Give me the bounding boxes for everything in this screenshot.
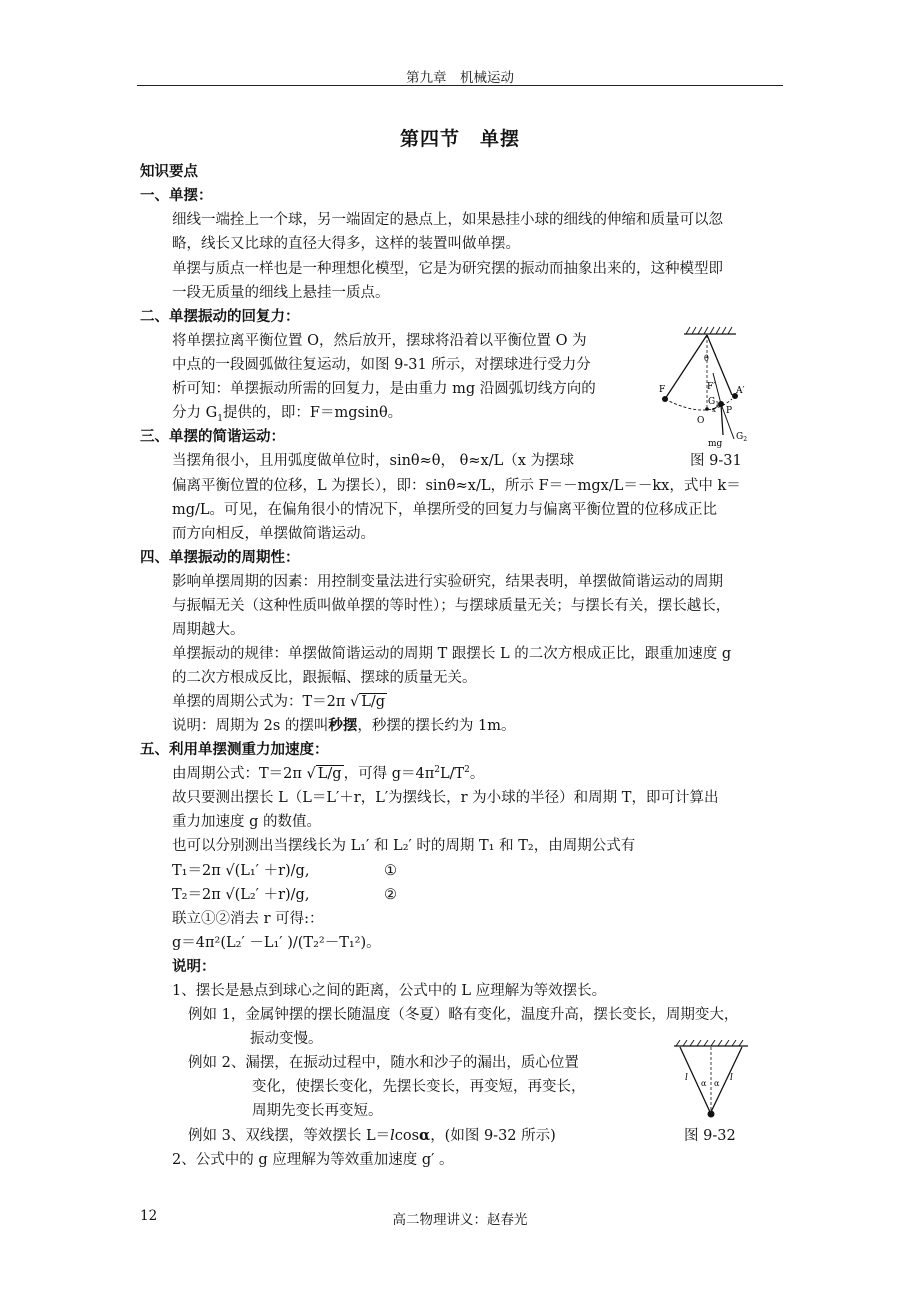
label-g2: $G_2$ [736,432,748,443]
sec4-heading: 四、单摆振动的周期性： [140,549,300,566]
sec4-line5: 的二次方根成反比，跟振幅、摆球的质量无关。 [172,670,477,686]
sec2-heading: 二、单摆振动的回复力： [140,308,300,325]
sec2-line3: 析可知：单摆振动所需的回复力，是由重力 mg 沿圆弧切线方向的 [172,381,596,397]
sec4-line4: 单摆振动的规律：单摆做简谐运动的周期 T 跟摆长 L 的二次方根成正比，跟重加速度 g [172,646,732,662]
label-l-right: l [730,1073,733,1083]
page-number: 12 [140,1208,158,1224]
sec1-p2-line1: 单摆与质点一样也是一种理想化模型，它是为研究摆的振动而抽象出来的，这种模型即 [172,261,723,277]
seconds-pendulum-note: 说明：周期为 2s 的摆叫秒摆，秒摆的摆长约为 1m。 [172,717,516,734]
sec5-line5: 联立①②消去 r 可得:： [172,911,324,927]
label-alpha-right: α [714,1079,720,1088]
label-alpha-left: α [701,1079,707,1088]
sec3-line2: 偏离平衡位置的位移，L 为摆长），即：sinθ≈x/L，所示 F＝－mgx/L＝－kx，式中 k＝ [172,478,741,494]
point-o [705,407,709,411]
sec1-p1-line1: 细线一端拴上一个球，另一端固定的悬点上，如果悬挂小球的细线的伸缩和质量可以忽 [172,212,723,228]
sec1-heading: 一、单摆： [140,187,213,204]
sec5-line4: 也可以分别测出当摆线长为 L₁′ 和 L₂′ 时的周期 T₁ 和 T₂，由周期公式有 [172,838,636,854]
note-1: 1、摆长是悬点到球心之间的距离，公式中的 L 应理解为等效摆长。 [172,983,607,999]
string-left [665,335,707,399]
label-a-prime: A′ [736,386,745,396]
sec3-line4: 而方向相反，单摆做简谐运动。 [172,526,375,542]
sec3-line1: 当摆角很小，且用弧度做单位时，sinθ≈θ， θ≈x/L（x 为摆球 [172,453,574,469]
section-title: 第四节 单摆 [399,128,520,150]
sec1-p1-line2: 略，线长又比球的直径大得多，这样的装置叫做单摆。 [172,236,520,252]
sec4-line1: 影响单摆周期的因素：用控制变量法进行实验研究，结果表明，单摆做简谐运动的周期 [172,574,723,590]
example-2-line1: 例如 2、漏摆，在振动过程中，随水和沙子的漏出，质心位置 [188,1055,579,1071]
label-theta: θ [704,354,709,363]
ceiling-hatching [686,327,732,334]
sec2-line1: 将单摆拉离平衡位置 O，然后放开，摆球将沿着以平衡位置 O 为 [172,333,587,349]
equation-2: T₂＝2π √(L₂′ ＋r)/g, [172,887,310,903]
g-result-formula: g＝4π²(L₂′ －L₁′ )/(T₂²－T₁²)。 [172,935,381,951]
equation-1-mark: ① [384,863,397,879]
sec3-heading: 三、单摆的简谐运动： [140,428,285,445]
example-1-line1: 例如 1，金属钟摆的摆长随温度（冬夏）略有变化，温度升高，摆长变长，周期变大， [188,1007,739,1023]
example-1-line2: 振动变慢。 [250,1031,323,1047]
sec4-line3: 周期越大。 [172,622,245,638]
label-o: O [697,416,705,426]
figure-9-32 [668,1040,758,1125]
sec5-heading: 五、利用单摆测重力加速度： [140,741,329,758]
ball-left [662,396,668,402]
example-3: 例如 3、双线摆，等效摆长 L＝lcosα，(如图 9-32 所示) [188,1127,556,1144]
figure-9-31-caption: 图 9-31 [690,453,742,469]
equation-1: T₁＝2π √(L₁′ ＋r)/g, [172,863,310,879]
footer-text: 高二物理讲义：赵春光 [392,1212,528,1228]
sec5-line3: 重力加速度 g 的数值。 [172,814,321,830]
sec1-p2-line2: 一段无质量的细线上悬挂一质点。 [172,285,390,301]
header-rule [137,85,783,86]
running-header: 第九章 机械运动 [406,70,514,86]
label-g1: $G_1$ [708,397,720,408]
figure-9-31 [650,325,762,450]
period-formula: 单摆的周期公式为：T＝2π √ L/g [172,694,386,710]
equation-2-mark: ② [384,887,397,903]
knowledge-heading: 知识要点 [140,163,198,180]
label-f-left: F [659,385,666,395]
ball [708,1111,715,1118]
sec3-line3: mg/L。可见，在偏角很小的情况下，单摆所受的回复力与偏离平衡位置的位移成正比 [172,502,718,518]
label-f-prime: F′ [707,382,716,392]
sec2-line2: 中点的一段圆弧做往复运动，如图 9-31 所示，对摆球进行受力分 [172,357,591,373]
sec2-line4: 分力 $G_1$提供的，即：F＝mgsinθ。 [172,405,403,424]
sec5-line1: 由周期公式：T＝2π √ L/g ，可得 $g=4\pi^2L/T^2$。 [172,765,485,782]
note-2: 2、公式中的 g 应理解为等效重加速度 g′ 。 [172,1152,454,1168]
support-hatching [676,1040,743,1046]
label-x: x [712,406,716,414]
note-heading: 说明： [172,958,216,975]
sec4-line2: 与振幅无关（这种性质叫做单摆的等时性）；与摆球质量无关；与摆长有关，摆长越长， [172,598,731,614]
label-mg: mg [708,439,723,449]
label-l-left: l [685,1073,688,1083]
figure-9-32-caption: 图 9-32 [684,1128,736,1144]
label-p: P [726,406,733,416]
sec5-line2: 故只要测出摆长 L（L＝L′＋r，L′为摆线长，r 为小球的半径）和周期 T，即可计算出 [172,790,719,806]
example-2-line2: 变化，使摆长变化，先摆长变长，再变短，再变长， [252,1079,586,1095]
example-2-line3: 周期先变长再变短。 [252,1103,383,1119]
